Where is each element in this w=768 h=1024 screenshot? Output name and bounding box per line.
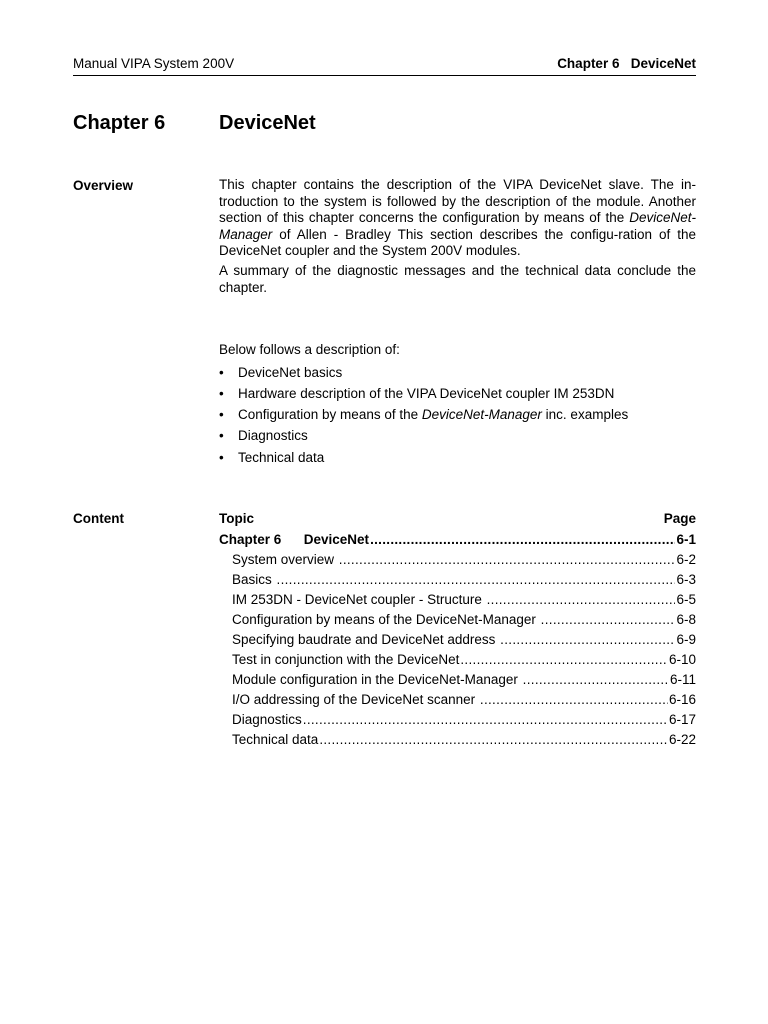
description-list: [219, 362, 696, 468]
description-list-section: [219, 342, 696, 468]
bullet-icon: •: [219, 407, 224, 423]
toc-row[interactable]: [219, 610, 696, 630]
toc-entry-page: 6-22: [668, 732, 696, 747]
toc-entry-label: Test in conjunction with the DeviceNet: [232, 652, 460, 667]
running-chapter-title: Chapter 6 DeviceNet: [557, 56, 696, 71]
toc-entry-label: Chapter 6 DeviceNet: [219, 532, 370, 547]
toc-leader-dots: [541, 610, 676, 630]
overview-section: [219, 177, 696, 296]
chapter-number: Chapter 6: [73, 112, 166, 134]
toc-entry-page: 6-11: [669, 672, 696, 687]
toc-entry-page: 6-5: [676, 592, 696, 607]
overview-paragraph-1: [219, 177, 696, 260]
toc-entry-label: IM 253DN - DeviceNet coupler - Structure: [232, 592, 486, 607]
toc-row[interactable]: [219, 670, 696, 690]
bullet-icon: •: [219, 385, 224, 401]
toc-row[interactable]: [219, 650, 696, 670]
toc-row[interactable]: [219, 690, 696, 710]
toc-entry-page: 6-10: [668, 652, 696, 667]
overview-text-1a: This chapter contains the description of the VIPA DeviceNet slave. The in-troduction to the system is followed by the description of the module. Another section of this chapter concerns the configuration by means of the: [219, 177, 696, 226]
content-label: Content: [73, 511, 124, 526]
toc-leader-dots: [370, 530, 675, 550]
list-intro: Below follows a description of:: [219, 342, 400, 357]
bullet-icon: •: [219, 428, 224, 444]
manual-title: Manual VIPA System 200V: [73, 56, 235, 71]
bullet-icon: •: [219, 449, 224, 465]
toc-page-header: Page: [663, 511, 696, 526]
toc-entry-label: Basics: [232, 572, 276, 587]
overview-text-1b: of Allen - Bradley This section describes the configu-ration of the DeviceNet coupler and the System 200V modules.: [219, 226, 696, 259]
toc-row[interactable]: [219, 730, 696, 750]
toc-leader-dots: [500, 630, 675, 650]
toc-leader-dots: [460, 650, 668, 670]
toc-entry-page: 6-2: [676, 552, 696, 567]
toc-row[interactable]: [219, 570, 696, 590]
toc-leader-dots: [480, 690, 668, 710]
toc-chapter-row[interactable]: [219, 530, 696, 550]
toc-entry-page: 6-16: [668, 692, 696, 707]
list-item: • Hardware description of the VIPA DeviceNet coupler IM 253DN: [219, 383, 696, 404]
toc-leader-dots: [277, 570, 676, 590]
toc-entry-page: 6-9: [676, 632, 696, 647]
chapter-title: DeviceNet: [219, 112, 316, 134]
toc-topic-header: Topic: [219, 511, 254, 526]
toc-row[interactable]: [219, 550, 696, 570]
toc-leader-dots: [339, 550, 676, 570]
toc-entry-label: Configuration by means of the DeviceNet-Manager: [232, 612, 540, 627]
toc-entry-label: Specifying baudrate and DeviceNet address: [232, 632, 500, 647]
toc-leader-dots: [523, 670, 669, 690]
toc-row[interactable]: [219, 710, 696, 730]
toc-entry-label: System overview: [232, 552, 338, 567]
list-item: • Configuration by means of the DeviceNet-Manager inc. examples: [219, 404, 696, 425]
toc-leader-dots: [319, 730, 668, 750]
toc-entry-page: 6-17: [668, 712, 696, 727]
toc-header: [219, 510, 696, 530]
toc-row[interactable]: [219, 630, 696, 650]
toc-entry-label: Technical data: [232, 732, 319, 747]
toc-entry-page: 6-1: [676, 532, 696, 547]
toc-entry-page: 6-8: [676, 612, 696, 627]
page-header: [73, 55, 696, 76]
bullet-icon: •: [219, 364, 224, 380]
list-item: • Diagnostics: [219, 425, 696, 446]
toc-entry-label: I/O addressing of the DeviceNet scanner: [232, 692, 479, 707]
toc-leader-dots: [303, 710, 668, 730]
devicenet-manager-term: DeviceNet-Manager: [219, 210, 696, 242]
toc-entry-label: Module configuration in the DeviceNet-Manager: [232, 672, 522, 687]
list-item: • Technical data: [219, 447, 696, 468]
table-of-contents: [219, 510, 696, 750]
list-item: • DeviceNet basics: [219, 362, 696, 383]
toc-entry-page: 6-3: [676, 572, 696, 587]
overview-paragraph-2: A summary of the diagnostic messages and the technical data conclude the chapter.: [219, 262, 696, 295]
overview-label: Overview: [73, 178, 134, 193]
toc-leader-dots: [487, 590, 676, 610]
toc-row[interactable]: [219, 590, 696, 610]
toc-entry-label: Diagnostics: [232, 712, 302, 727]
devicenet-manager-term: DeviceNet-Manager: [421, 407, 542, 423]
